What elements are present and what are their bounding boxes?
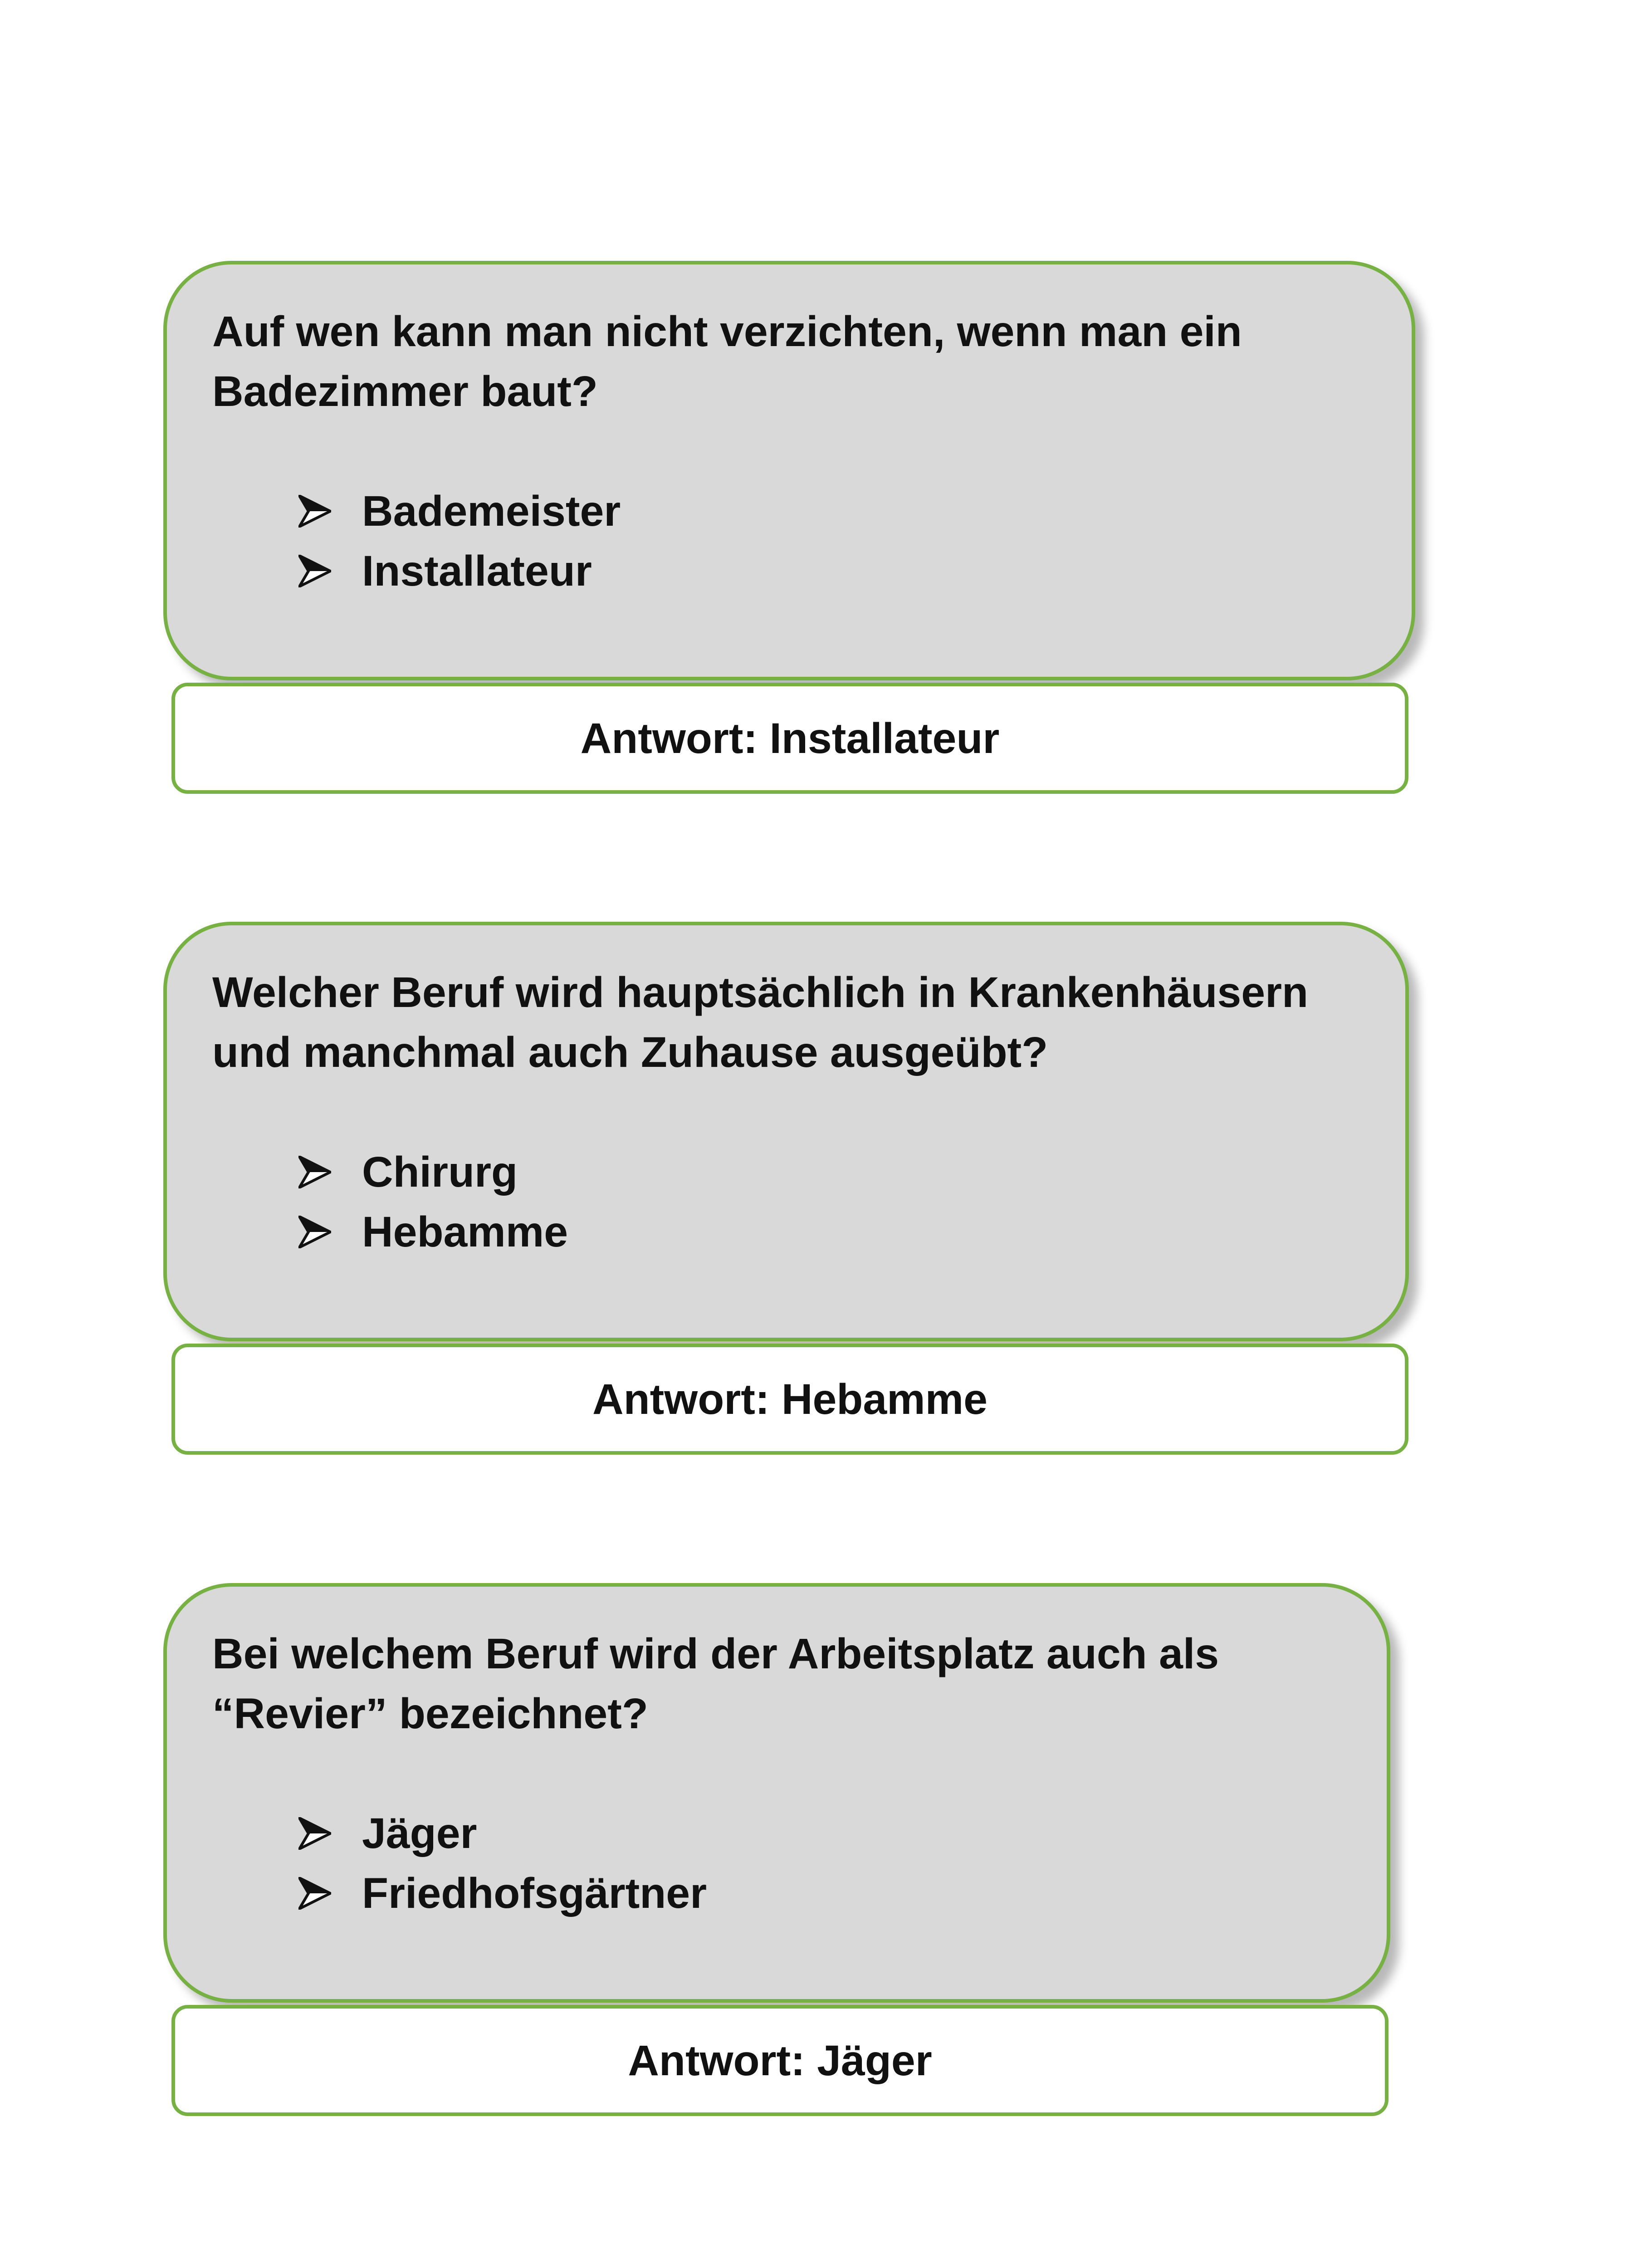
option-item xyxy=(298,1142,1360,1202)
option-item xyxy=(298,541,1366,601)
option-label: Hebamme xyxy=(362,1208,568,1256)
answer-box-2 xyxy=(171,1344,1408,1455)
arrowhead-bullet-icon xyxy=(298,1877,331,1910)
question-text: Auf wen kann man nicht verzichten, wenn man ein Badezimmer baut? xyxy=(212,308,1242,415)
option-label: Friedhofsgärtner xyxy=(362,1869,707,1917)
option-item xyxy=(298,1804,1341,1863)
answer-text: Antwort: Installateur xyxy=(580,714,1000,763)
option-list xyxy=(212,1142,1360,1262)
arrowhead-bullet-icon xyxy=(298,1156,331,1188)
question-text: Welcher Beruf wird hauptsächlich in Krankenhäusern und manchmal auch Zuhause ausgeübt? xyxy=(212,968,1309,1076)
arrowhead-bullet-icon xyxy=(298,495,331,528)
arrowhead-bullet-icon xyxy=(298,1216,331,1248)
option-item xyxy=(298,481,1366,541)
option-label: Chirurg xyxy=(362,1148,518,1196)
option-label: Jäger xyxy=(362,1809,477,1857)
question-card-3 xyxy=(163,1583,1390,2003)
option-item xyxy=(298,1202,1360,1262)
question-card-2 xyxy=(163,922,1409,1341)
question-text: Bei welchem Beruf wird der Arbeitsplatz auch als “Revier” bezeichnet? xyxy=(212,1630,1219,1738)
question-card-1 xyxy=(163,261,1415,680)
answer-text: Antwort: Jäger xyxy=(628,2036,932,2085)
option-item xyxy=(298,1863,1341,1923)
answer-box-3 xyxy=(171,2005,1389,2116)
option-label: Installateur xyxy=(362,547,592,595)
arrowhead-bullet-icon xyxy=(298,1817,331,1850)
arrowhead-bullet-icon xyxy=(298,555,331,587)
option-label: Bademeister xyxy=(362,487,621,535)
answer-text: Antwort: Hebamme xyxy=(592,1375,988,1423)
option-list xyxy=(212,1804,1341,1923)
answer-box-1 xyxy=(171,683,1408,794)
option-list xyxy=(212,481,1366,601)
